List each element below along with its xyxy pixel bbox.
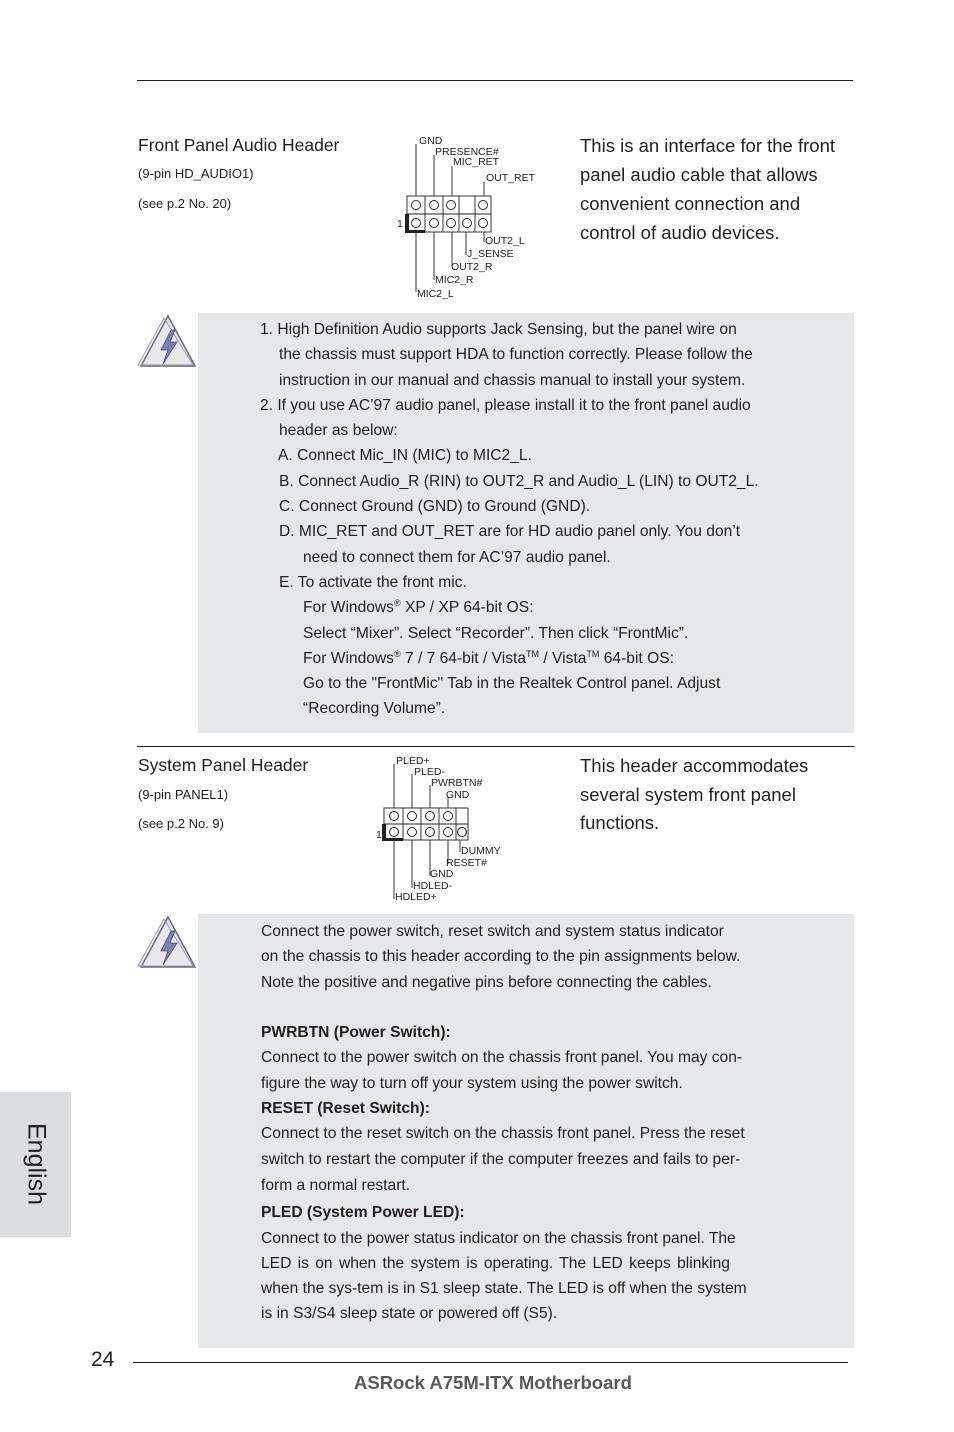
- note-line: E. To activate the front mic.: [279, 573, 467, 591]
- warning-icon: [137, 312, 199, 370]
- note-heading: PLED (System Power LED):: [261, 1204, 465, 1222]
- note-line: Connect to the reset switch on the chassis front panel. Press the reset: [261, 1125, 745, 1143]
- pin-mic2-r-label: MIC2_R: [435, 274, 474, 286]
- warning-icon: [137, 913, 199, 971]
- pin-gnd-bottom-label: GND: [430, 868, 454, 880]
- pin-hdled-plus-label: HDLED+: [395, 891, 437, 903]
- desc-line: functions.: [580, 812, 660, 833]
- note-line: the chassis must support HDA to function correctly. Please follow the: [279, 346, 753, 364]
- pin-reset-label: RESET#: [446, 857, 487, 869]
- language-label: English: [22, 1123, 51, 1205]
- desc-line: convenient connection and: [580, 193, 801, 214]
- section-rule: [137, 746, 854, 747]
- front-audio-description: [580, 131, 852, 247]
- pin-1-label: 1: [397, 218, 403, 230]
- system-panel-description: [580, 752, 852, 838]
- desc-line: This is an interface for the front: [580, 135, 836, 156]
- note-spacer: [261, 995, 786, 1020]
- desc-line: panel audio cable that allows: [580, 164, 818, 185]
- hd-audio-note-text: [260, 317, 840, 722]
- note-line: Note the positive and negative pins before connecting the cables.: [261, 973, 712, 991]
- note-line: 1. High Definition Audio supports Jack Sensing, but the panel wire on: [260, 321, 737, 338]
- pin-hdled-minus-label: HDLED-: [413, 880, 453, 892]
- note-line: For Windows® XP / XP 64-bit OS:: [303, 598, 534, 617]
- pin-out2-l-label: OUT2_L: [485, 235, 525, 247]
- note-line: Go to the "FrontMic" Tab in the Realtek Control panel. Adjust: [303, 675, 721, 693]
- front-audio-title: Front Panel Audio Header: [138, 135, 340, 155]
- note-heading: PWRBTN (Power Switch):: [261, 1024, 451, 1042]
- system-panel-pin-info: (9-pin PANEL1): [138, 787, 229, 802]
- pin-pwrbtn-label: PWRBTN#: [431, 777, 483, 789]
- front-audio-see-ref: (see p.2 No. 20): [138, 196, 232, 211]
- desc-line: This header accommodates: [580, 755, 809, 776]
- note-line: A. Connect Mic_IN (MIC) to MIC2_L.: [278, 447, 532, 465]
- note-line: C. Connect Ground (GND) to Ground (GND).: [279, 498, 591, 516]
- note-line: instruction in our manual and chassis manual to install your system.: [279, 371, 746, 389]
- note-line: For Windows® 7 / 7 64-bit / Vista™ / Vista™ 64-bit OS:: [303, 648, 674, 667]
- note-line: LED is on when the system is operating. The LED keeps blinking: [261, 1254, 730, 1272]
- system-panel-header-diagram: [376, 752, 526, 904]
- pin-j-sense-label: J_SENSE: [467, 248, 514, 260]
- note-line: Connect to the power status indicator on the chassis front panel. The: [261, 1229, 736, 1247]
- pin-1-label: 1: [376, 829, 382, 841]
- footer-rule: [133, 1362, 848, 1363]
- page-number: 24: [91, 1348, 115, 1371]
- system-panel-note-text: [261, 919, 786, 1327]
- note-line: need to connect them for AC’97 audio panel.: [303, 548, 611, 566]
- note-line: figure the way to turn off your system using the power switch.: [261, 1074, 683, 1092]
- note-line: switch to restart the computer if the computer freezes and fails to per-: [261, 1150, 741, 1168]
- system-panel-see-ref: (see p.2 No. 9): [138, 816, 224, 831]
- note-line: D. MIC_RET and OUT_RET are for HD audio panel only. You don’t: [279, 523, 741, 541]
- desc-line: several system front panel: [580, 783, 796, 805]
- pin-mic2-l-label: MIC2_L: [417, 288, 454, 300]
- language-side-tab: [0, 1092, 71, 1237]
- note-line: when the sys-tem is in S1 sleep state. The LED is off when the system: [261, 1280, 747, 1298]
- top-rule: [137, 80, 853, 81]
- pin-mic-ret-label: MIC_RET: [453, 156, 500, 168]
- note-line: B. Connect Audio_R (RIN) to OUT2_R and Audio_L (LIN) to OUT2_L.: [279, 472, 759, 490]
- note-line: Select “Mixer”. Select “Recorder”. Then click “FrontMic”.: [303, 624, 689, 642]
- pin-presence-label: PRESENCE#: [435, 146, 499, 158]
- pin-pled-minus-label: PLED-: [414, 766, 445, 778]
- pin-out2-r-label: OUT2_R: [451, 261, 493, 273]
- note-line: 2. If you use AC’97 audio panel, please install it to the front panel audio: [260, 396, 751, 414]
- note-line: “Recording Volume”.: [303, 700, 446, 718]
- pin-dummy-label: DUMMY: [461, 845, 501, 857]
- pin-gnd-label: GND: [419, 135, 443, 147]
- note-line: Connect the power switch, reset switch and system status indicator: [261, 923, 724, 940]
- system-panel-title: System Panel Header: [138, 755, 309, 775]
- desc-line: control of audio devices.: [580, 222, 780, 243]
- note-heading: RESET (Reset Switch):: [261, 1100, 430, 1118]
- note-line: is in S3/S4 sleep state or powered off (S5).: [261, 1305, 558, 1323]
- note-line: on the chassis to this header according to the pin assignments below.: [261, 948, 741, 966]
- note-line: header as below:: [279, 422, 398, 440]
- pin-pled-plus-label: PLED+: [396, 755, 430, 767]
- note-line: form a normal restart.: [261, 1176, 411, 1194]
- footer-product: ASRock A75M-ITX Motherboard: [354, 1372, 632, 1393]
- pin-gnd-top-label: GND: [446, 789, 470, 801]
- note-line: Connect to the power switch on the chassis front panel. You may con-: [261, 1049, 743, 1067]
- pin-out-ret-label: OUT_RET: [486, 172, 536, 184]
- hd-audio-header-diagram: [395, 130, 545, 305]
- front-audio-pin-info: (9-pin HD_AUDIO1): [138, 166, 254, 181]
